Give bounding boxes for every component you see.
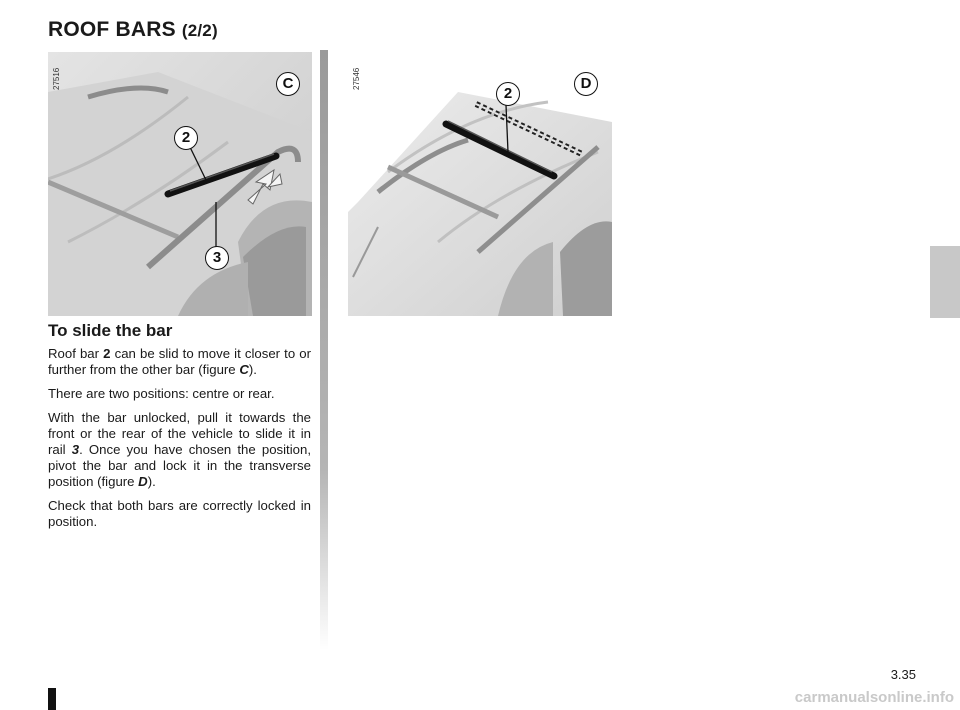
watermark: carmanualsonline.info (794, 689, 954, 706)
callout-2-c: 2 (174, 126, 198, 150)
paragraph-1: Roof bar 2 can be slid to move it closer to or further from the other bar (figure C). (48, 346, 311, 377)
figure-code-d: 27546 (352, 67, 361, 90)
figure-c-roof-bar-slide (48, 52, 312, 316)
paragraph-4: Check that both bars are correctly locked in position. (48, 498, 311, 529)
column-divider (320, 50, 328, 650)
figure-d-roof-bar-lock (348, 52, 612, 316)
paragraph-3: With the bar unlocked, pull it towards the front or the rear of the vehicle to slide it in rail 3. Once you have chosen the position, pivot the bar and lock it in the transverse position (figure D). (48, 410, 311, 489)
page-marker (48, 688, 56, 710)
callout-2-d: 2 (496, 82, 520, 106)
figure-code-c: 27516 (52, 67, 61, 90)
figure-label-d: D (574, 72, 598, 96)
page-number: 3.35 (890, 667, 916, 682)
section-heading: To slide the bar (48, 321, 173, 340)
callout-3-c: 3 (205, 246, 229, 270)
page-title: ROOF BARS (2/2) (48, 18, 218, 41)
body-text (48, 346, 311, 538)
chapter-tab (930, 246, 960, 318)
paragraph-2: There are two positions: centre or rear. (48, 386, 275, 401)
figure-label-c: C (276, 72, 300, 96)
